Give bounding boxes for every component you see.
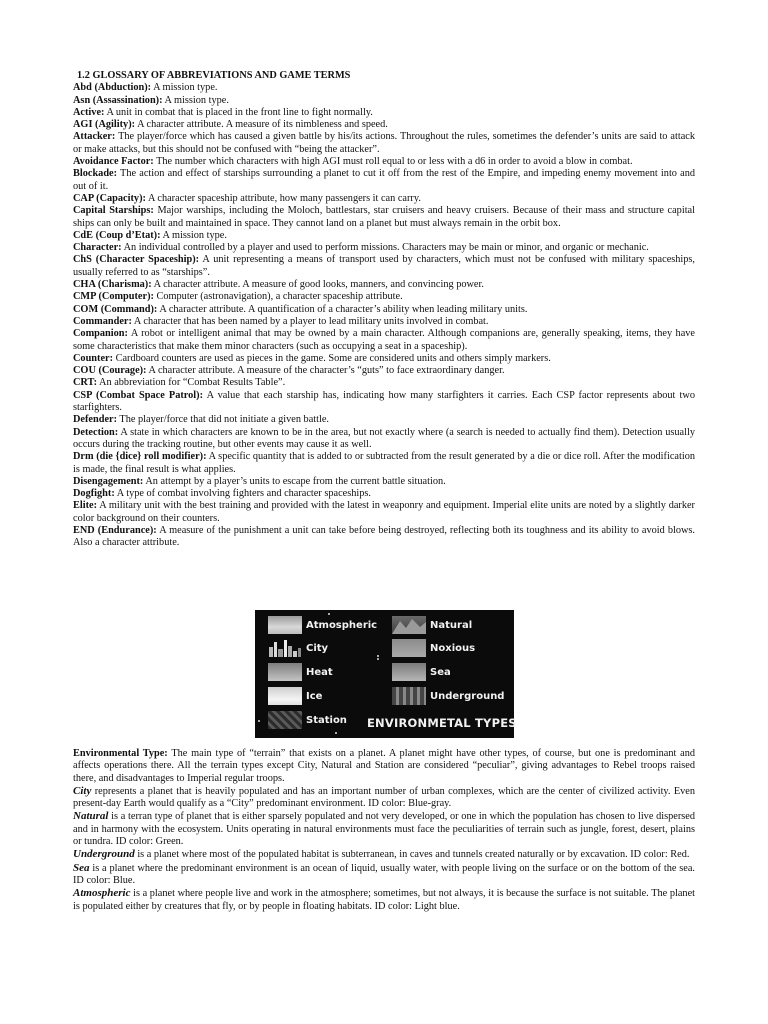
entry-term: Sea [73,861,90,874]
entry-text: A measure of the punishment a unit can take before being destroyed, reflecting both its toughness and its ability to avoid blows. Also a character attribute. [73,524,695,549]
glossary-entry [73,95,695,107]
entry-term: CSP (Combat Space Patrol): [73,389,204,401]
glossary-entry [73,279,695,291]
glossary-entry [73,156,695,168]
entry-text: Major warships, including the Moloch, battlestars, star cruisers and heavy cruisers. Because of their mass and structure capital ships can only be built and maintained in space. They cannot land on a planet but must always remain in the orbit box. [73,205,695,229]
entry-text: A character attribute. A quantification of a character’s ability when leading military units. [157,303,528,315]
entry-text: A value that each starship has, indicating how many starfighters it carries. Each CSP factor represents about two starfighters. [73,389,695,414]
glossary-entry [73,205,695,230]
legend-label: Heat [306,667,333,678]
entry-text: An abbreviation for “Combat Results Table”. [97,377,286,389]
entry-term: AGI (Agility): [73,119,136,131]
legend-label: Atmospheric [306,620,378,631]
entry-term: ChS (Character Spaceship): [73,254,200,266]
underground-swatch [392,687,426,705]
natural-swatch [392,616,426,634]
entry-term: Detection: [73,426,119,438]
glossary-list [73,82,695,549]
entry-term: Asn (Assassination): [73,94,163,106]
entry-text: A character attribute. A measure of its nimbleness and speed. [135,119,388,131]
figure-title: ENVIRONMETAL TYPES [367,716,517,730]
entry-text: A character attribute. A measure of good looks, manners, and convincing power. [151,279,484,291]
glossary-entry [73,365,695,377]
star-dot [258,720,260,722]
entry-text: A character spaceship attribute, how many passengers it can carry. [145,192,421,204]
environment-section [73,748,695,913]
entry-term: CRT: [73,377,98,389]
entry-term: Environmental Type: [73,748,168,759]
glossary-entry-environmental-type [73,748,695,785]
entry-text: A mission type. [160,229,227,241]
entry-text: The action and effect of starships surrounding a planet to cut it off from the rest of the Empire, and impeding enemy movement into and out of it. [73,168,695,192]
section-title: 1.2 GLOSSARY OF ABBREVIATIONS AND GAME TERMS [77,70,351,81]
entry-term: Attacker: [73,131,116,143]
entry-term: CdE (Coup d’Etat): [73,229,161,241]
entry-term: COM (Command): [73,303,158,315]
entry-text: Cardboard counters are used as pieces in the game. Some are considered units and others simply markers. [113,352,551,364]
entry-term: Character: [73,242,122,254]
glossary-section [73,70,695,550]
star-dot [377,655,379,657]
environment-type-entry [73,887,695,913]
entry-text: A state in which characters are known to be in the area, but not exactly where (a search is needed to actually find them). Detection usually occurs during the tracking routine, but other events may cause it as well. [73,426,695,450]
entry-term: Abd (Abduction): [73,82,152,94]
glossary-entry [73,353,695,365]
glossary-entry [73,107,695,119]
glossary-entry [73,500,695,525]
environment-type-list [73,785,695,913]
ice-swatch [268,687,302,705]
entry-text: is a planet where the predominant environment is an ocean of liquid, usually water, with people living on the surface or on the bottom of the sea. ID color: Blue. [73,862,695,886]
entry-term: Active: [73,106,105,118]
entry-term: Capital Starships: [73,205,154,217]
entry-text: A military unit with the best training and provided with the latest in weaponry and equipment. Imperial elite units are noted by a slightly darker color background on their counters. [73,500,695,524]
sea-swatch [392,663,426,681]
glossary-entry [73,119,695,131]
legend-label: Station [306,715,347,726]
entry-term: Defender: [73,414,118,426]
legend-label: City [306,643,329,654]
entry-term: Dogfight: [73,488,115,500]
entry-term: Companion: [73,328,128,340]
entry-term: Counter: [73,352,114,364]
legend-label: Natural [430,620,473,631]
entry-term: Commander: [73,315,132,327]
entry-text: A unit in combat that is placed in the front line to fight normally. [104,106,373,118]
environment-type-entry [73,785,695,811]
star-dot [377,658,379,660]
glossary-entry [73,316,695,328]
entry-term: CAP (Capacity): [73,192,146,204]
entry-text: A unit representing a means of transport used by characters, which must not be confused with military spaceships, usually referred to as “starships”. [73,254,696,278]
entry-term: CHA (Charisma): [73,279,152,291]
entry-term: Drm (die {dice} roll modifier): [73,451,207,463]
atmospheric-swatch [268,616,302,634]
entry-text: is a planet where most of the populated habitat is subterranean, in caves and tunnels created naturally or by excavation. ID color: Red. [134,849,690,861]
glossary-entry [73,193,695,205]
glossary-entry [73,168,695,193]
entry-text: A mission type. [162,94,229,106]
entry-text: A robot or intelligent animal that may be owned by a main character. Although companions are, generally speaking, items, they have some characteristics that make them minor characters (such as occupying a seat in a spaceship). [73,328,695,352]
entry-term: Avoidance Factor: [73,156,154,168]
glossary-entry [73,377,695,389]
environment-type-entry [73,862,695,888]
entry-term: City [73,784,92,797]
legend-label: Noxious [430,643,476,654]
entry-text: The number which characters with high AGI must roll equal to or less with a d6 in order to avoid a blow in combat. [153,156,633,168]
glossary-entry [73,414,695,426]
environmental-types-figure [255,610,517,738]
entry-text: The main type of “terrain” that exists on a planet. A planet might have other types, of course, but one is predominant and affects operations there. All the terrain types except City, Natural and Station are considered “peculiar”, giving advantages to Rebel troops raised there, and disadvantages to Imperial regular troops. [73,748,695,784]
glossary-entry [73,451,695,476]
glossary-entry [73,242,695,254]
entry-term: Natural [73,810,109,823]
glossary-entry [73,476,695,488]
entry-term: Atmospheric [73,887,131,900]
entry-text: A mission type. [151,82,218,94]
entry-term: END (Endurance): [73,524,157,536]
glossary-entry [73,131,695,156]
entry-term: COU (Courage): [73,365,147,377]
glossary-entry [73,390,695,415]
city-swatch [268,639,302,657]
entry-text: A specific quantity that is added to or subtracted from the result generated by a die or dice roll. After the modification is made, the final result is what applies. [73,451,695,475]
glossary-entry [73,525,695,550]
environment-type-entry [73,810,695,848]
star-dot [328,613,330,615]
glossary-entry [73,291,695,303]
entry-text: The player/force that did not initiate a given battle. [117,414,329,426]
glossary-entry [73,488,695,500]
entry-term: Blockade: [73,168,118,180]
entry-text: The player/force which has caused a given battle by his/its actions. Throughout the rules, sometimes the defender’s units are said to attack or make attacks, but this should not be confused with “being the attacker”. [73,131,695,155]
glossary-entry [73,230,695,242]
entry-text: A character attribute. A measure of the character’s “guts” to face extraordinary danger. [146,365,505,377]
star-dot [335,732,337,734]
entry-term: Underground [73,848,135,861]
glossary-entry [73,328,695,353]
entry-term: CMP (Computer): [73,291,154,303]
entry-text: A character that has been named by a player to lead military units involved in combat. [131,315,489,327]
entry-text: is a terran type of planet that is either sparsely populated and not very developed, or one in which the population has chosen to live dispersed and in harmony with the ecosystem. Units operating in natural environments must face the peculiarities of terrain such as jungle, forest, desert, plains or tundra. ID color: Green. [73,811,695,848]
glossary-entry [73,304,695,316]
entry-text: An individual controlled by a player and used to perform missions. Characters may be main or minor, and organic or mechanic. [121,242,649,254]
environment-type-entry [73,848,695,861]
legend-label: Ice [306,691,323,702]
glossary-entry [73,82,695,94]
entry-text: An attempt by a player’s units to escape from the current battle situation. [143,475,446,487]
entry-text: A type of combat involving fighters and character spaceships. [114,488,371,500]
entry-term: Elite: [73,500,98,512]
glossary-entry [73,427,695,452]
entry-term: Disengagement: [73,475,144,487]
legend-label: Underground [430,691,505,702]
glossary-entry [73,254,695,279]
entry-text: is a planet where people live and work in the atmosphere; sometimes, but not always, it is because the surface is not suitable. The planet is populated either by creatures that fly, or by people in floating habitats. ID color: Light blue. [73,888,695,912]
heat-swatch [268,663,302,681]
legend-label: Sea [430,667,451,678]
noxious-swatch [392,639,426,657]
station-swatch [268,711,302,729]
entry-text: Computer (astronavigation), a character spaceship attribute. [153,291,403,303]
entry-text: represents a planet that is heavily populated and has an important number of urban complexes, which are the center of civilized activity. Even present-day Earth would qualify as a “City” predominant environment. ID color: Blue-gray. [73,785,695,810]
